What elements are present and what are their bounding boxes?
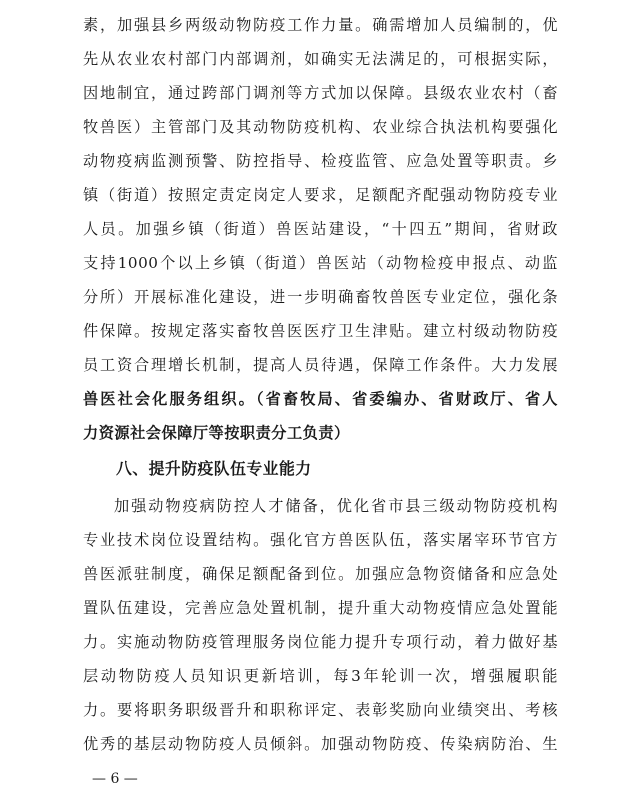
text-line: 优秀的基层动物防疫人员倾斜。加强动物防疫、传染病防治、生 [83, 735, 558, 753]
text-line: 加强动物疫病防控人才储备，优化省市县三级动物防疫机构 [114, 497, 558, 515]
text-line: 力资源社会保障厅等按职责分工负责） [83, 424, 350, 442]
page-number: — 6 — [92, 771, 138, 787]
text-line: 因地制宜，通过跨部门调剂等方式加以保障。县级农业农村（畜 [83, 84, 558, 102]
text-line: 件保障。按规定落实畜牧兽医医疗卫生津贴。建立村级动物防疫 [83, 322, 558, 340]
text-line: 镇（街道）按照定责定岗定人要求，足额配齐配强动物防疫专业 [83, 186, 558, 204]
text-line: 兽医社会化服务组织。（省畜牧局、省委编办、省财政厅、省人 [83, 390, 558, 408]
text-line: 兽医派驻制度，确保足额配备到位。加强应急物资储备和应急处 [83, 565, 558, 583]
text-line: 分所）开展标准化建设，进一步明确畜牧兽医专业定位，强化条 [83, 288, 558, 306]
text-line: 力。实施动物防疫管理服务岗位能力提升专项行动，着力做好基 [83, 633, 558, 651]
text-line: 层动物防疫人员知识更新培训，每3年轮训一次，增强履职能 [83, 667, 558, 685]
text-line: 置队伍建设，完善应急处置机制，提升重大动物疫情应急处置能 [83, 599, 558, 617]
text-line: 牧兽医）主管部门及其动物防疫机构、农业综合执法机构要强化 [83, 118, 558, 136]
text-line: 素，加强县乡两级动物防疫工作力量。确需增加人员编制的，优 [83, 16, 558, 34]
section-heading: 八、提升防疫队伍专业能力 [116, 459, 312, 478]
text-line: 力。要将职务职级晋升和职称评定、表彰奖励向业绩突出、考核 [83, 701, 558, 719]
text-line: 支持1000个以上乡镇（街道）兽医站（动物检疫申报点、动监 [83, 254, 558, 272]
text-line: 动物疫病监测预警、防控指导、检疫监管、应急处置等职责。乡 [83, 152, 558, 170]
text-line: 先从农业农村部门内部调剂，如确实无法满足的，可根据实际， [83, 50, 558, 68]
text-line: 员工资合理增长机制，提高人员待遇，保障工作条件。大力发展 [83, 356, 558, 374]
text-line: 专业技术岗位设置结构。强化官方兽医队伍，落实屠宰环节官方 [83, 531, 558, 549]
text-line: 人员。加强乡镇（街道）兽医站建设，“十四五”期间，省财政 [83, 220, 558, 238]
